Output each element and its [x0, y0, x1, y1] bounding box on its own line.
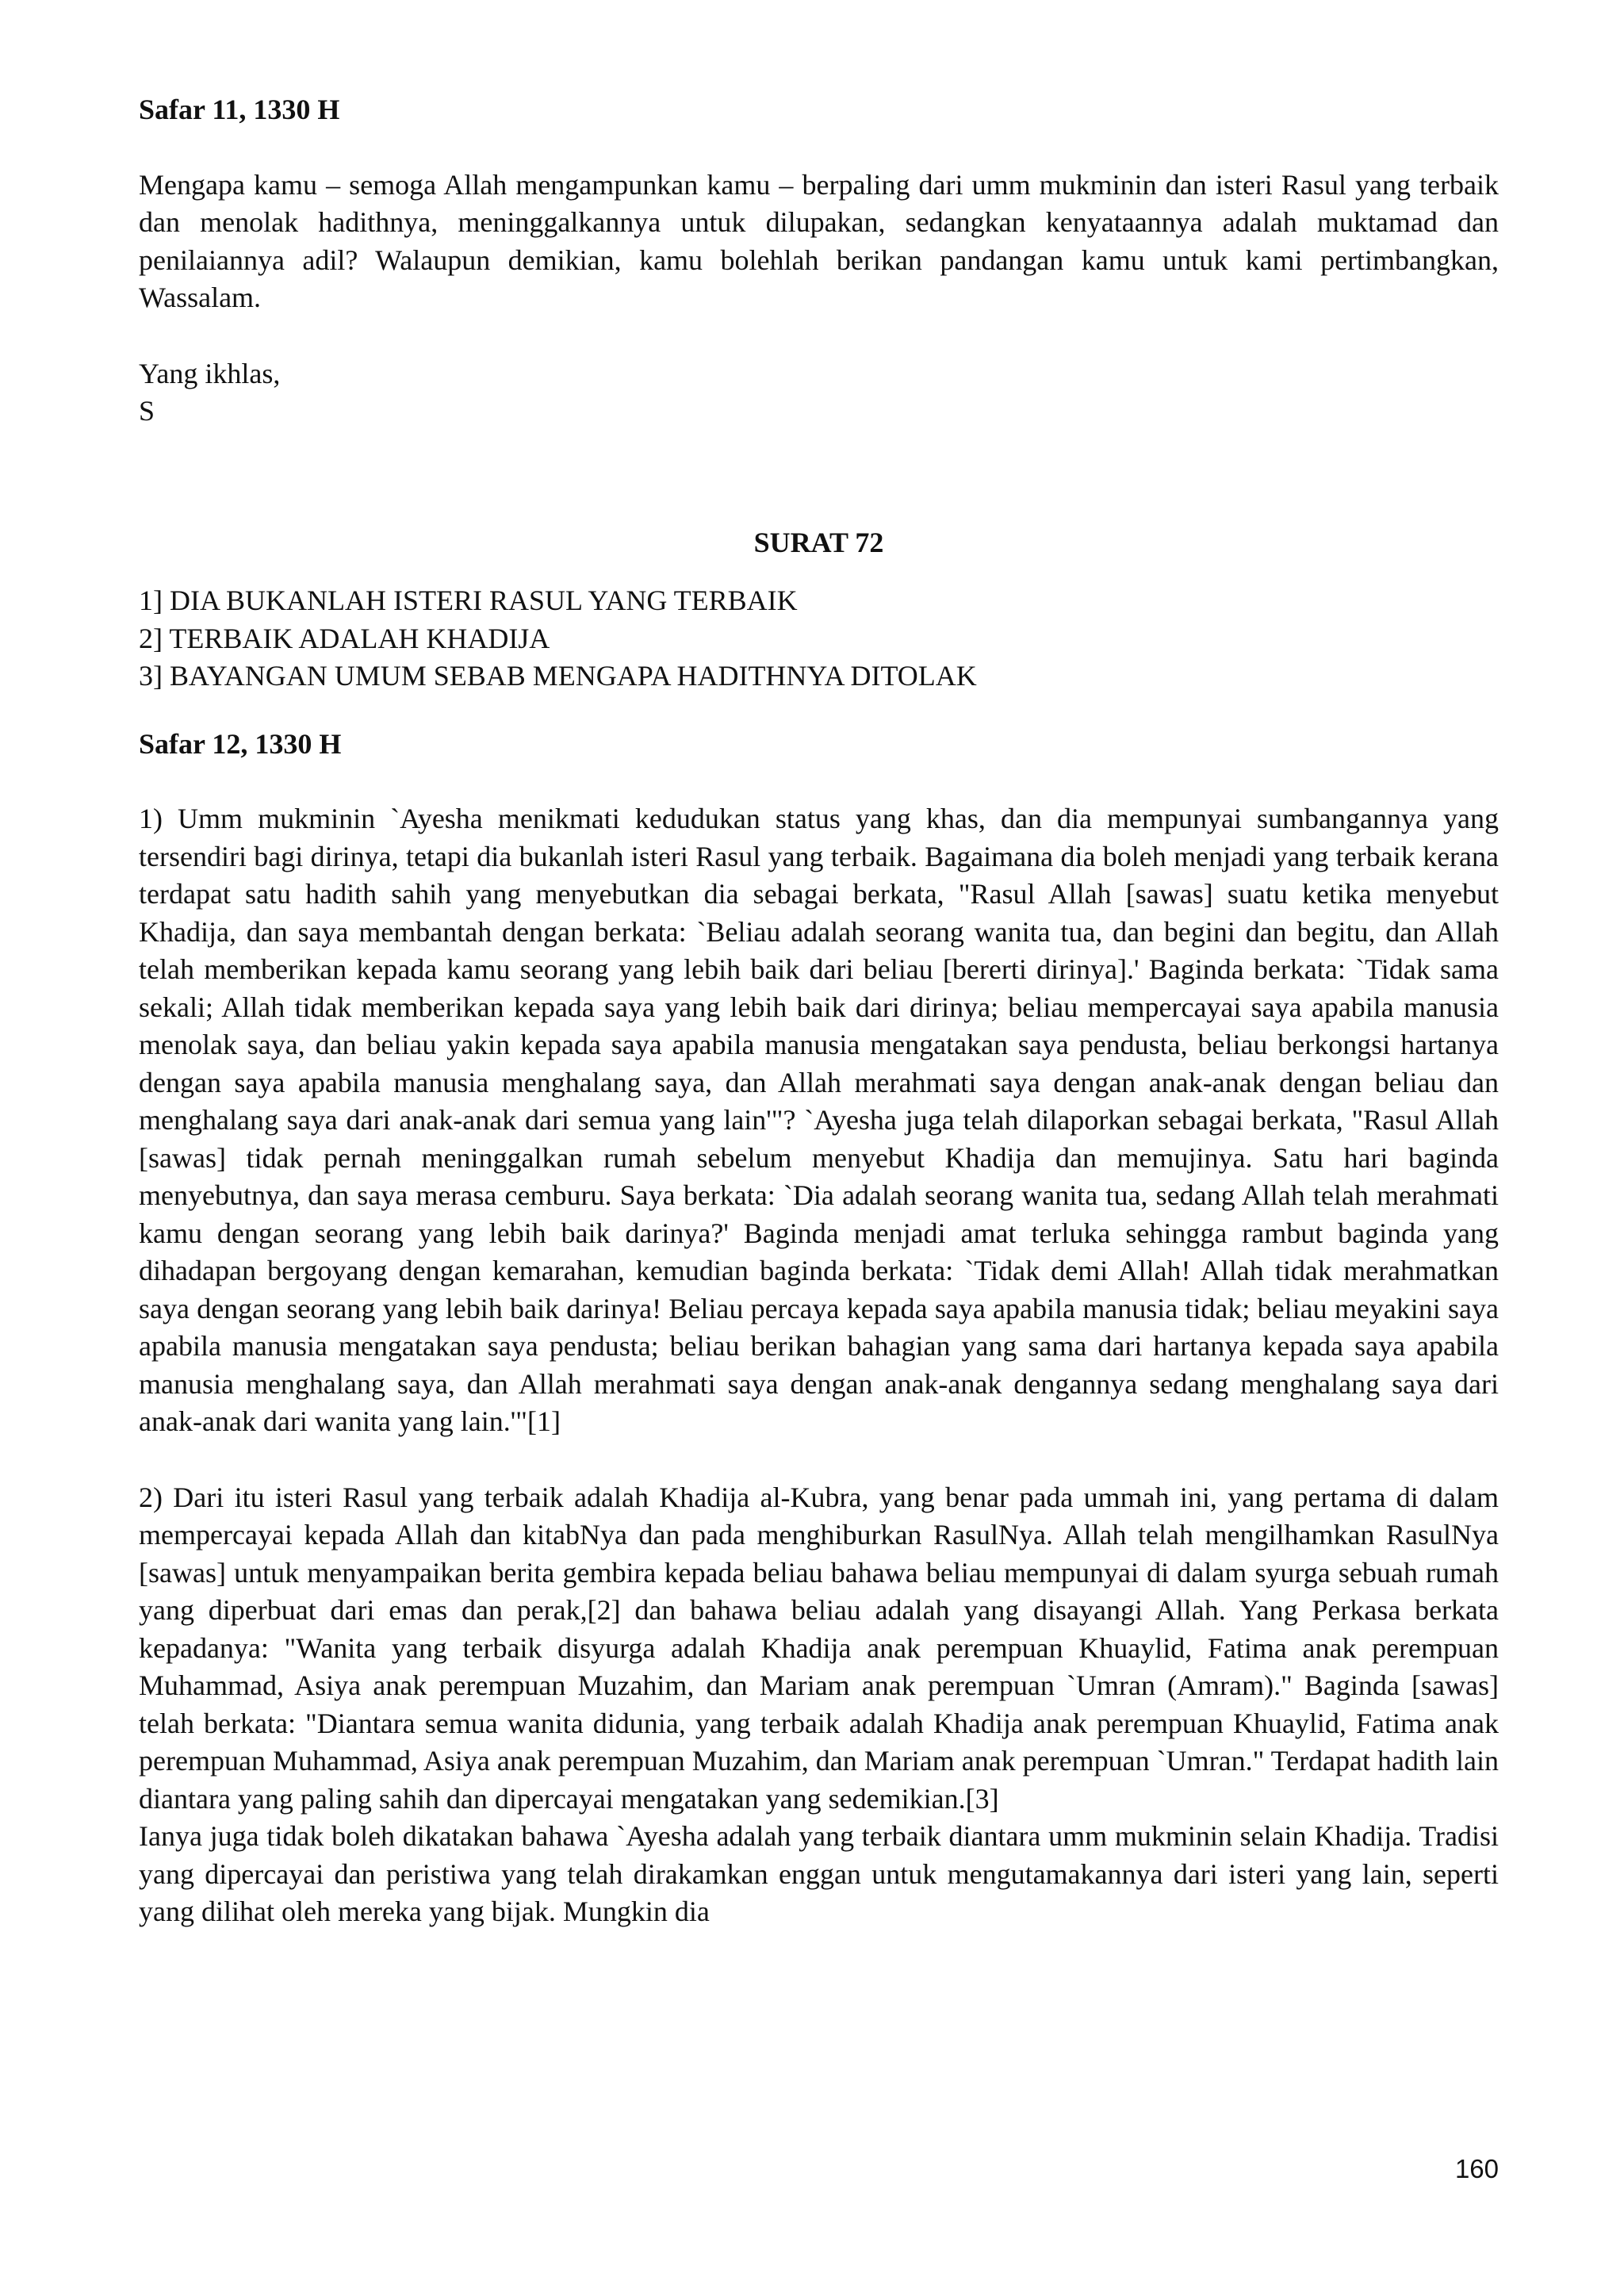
page-number: 160 [1454, 2154, 1499, 2183]
letter-body-paragraph: Mengapa kamu – semoga Allah mengampunkan kamu – berpaling dari umm mukminin dan isteri Rasul yang terbaik dan menolak hadithnya, meninggalkannya untuk dilupakan, sedangkan kenyataannya adalah muktamad dan penilaiannya adil? Walaupun demikian, kamu bolehlah berikan pandangan kamu untuk kami pertimbangkan, Wassalam. [139, 168, 1499, 313]
letter-signature: S [139, 395, 155, 427]
body-paragraph: 1) Umm mukminin `Ayesha menikmati kedudukan status yang khas, dan dia mempunyai sumbangannya yang tersendiri bagi dirinya, tetapi dia bukanlah isteri Rasul yang terbaik. Bagaimana dia boleh menjadi yang terbaik kerana terdapat satu hadith sahih yang menyebutkan dia sebagai berkata, "Rasul Allah [sawas] suatu ketika menyebut Khadija, dan saya membantah dengan berkata: `Beliau adalah seorang wanita tua, dan begini dan begitu, dan Allah telah memberikan kepada kamu seorang yang lebih baik dari beliau [bererti dirinya].' Baginda berkata: `Tidak sama sekali; Allah tidak memberikan kepada saya yang lebih baik dari dirinya; beliau mempercayai saya apabila manusia menolak saya, dan beliau yakin kepada saya apabila manusia mengatakan saya pendusta, beliau berkongsi hartanya dengan saya apabila manusia menghalang saya, dan Allah merahmati saya dengan anak-anak dengan beliau dan menghalang saya dari anak-anak dari semua yang lain'"? `Ayesha juga telah dilaporkan sebagai berkata, "Rasul Allah [sawas] tidak pernah meninggalkan rumah sebelum menyebut Khadija dan memujinya. Satu hari baginda menyebutnya, dan saya merasa cemburu. Saya berkata: `Dia adalah seorang wanita tua, sedang Allah telah merahmati kamu dengan seorang yang lebih baik darinya?' Baginda menjadi amat terluka sehingga rambut baginda yang dihadapan bergoyang dengan kemarahan, kemudian baginda berkata: `Tidak demi Allah! Allah tidak merahmatkan saya dengan seorang yang lebih baik darinya! Beliau percaya kepada saya apabila manusia tidak; beliau meyakini saya apabila manusia mengatakan saya pendusta; beliau berikan bahagian yang sama dari hartanya kepada saya apabila manusia menghalang saya, dan Allah merahmati saya dengan anak-anak dengannya sedang menghalang saya dari anak-anak dari wanita yang lain.'"[1] [139, 803, 1499, 1437]
section-title: SURAT 72 [753, 526, 884, 558]
letter-date: Safar 11, 1330 H [139, 94, 340, 125]
letter-closing: Yang ikhlas, [139, 357, 281, 389]
body-paragraph: Ianya juga tidak boleh dikatakan bahawa `Ayesha adalah yang terbaik diantara umm mukminin selain Khadija. Tradisi yang dipercayai dan peristiwa yang telah dirakamkan enggan untuk mengutamakannya dari isteri yang lain, seperti yang dilihat oleh mereka yang bijak. Mungkin dia [139, 1820, 1499, 1927]
body-paragraph: 2) Dari itu isteri Rasul yang terbaik adalah Khadija al-Kubra, yang benar pada ummah ini, yang pertama di dalam mempercayai kepada Allah dan kitabNya dan pada menghiburkan RasulNya. Allah telah mengilhamkan RasulNya [sawas] untuk menyampaikan berita gembira kepada beliau bahawa beliau mempunyai di dalam syurga sebuah rumah yang diperbuat dari emas dan perak,[2] dan bahawa beliau adalah yang disayangi Allah. Yang Perkasa berkata kepadanya: "Wanita yang terbaik disyurga adalah Khadija anak perempuan Khuaylid, Fatima anak perempuan Muhammad, Asiya anak perempuan Muzahim, dan Mariam anak perempuan `Umran (Amram)." Baginda [sawas] telah berkata: "Diantara semua wanita didunia, yang terbaik adalah Khadija anak perempuan Khuaylid, Fatima anak perempuan Muhammad, Asiya anak perempuan Muzahim, dan Mariam anak perempuan `Umran." Terdapat hadith lain diantara yang paling sahih dan dipercayai mengatakan yang sedemikian.[3] [139, 1481, 1499, 1815]
letter-date: Safar 12, 1330 H [139, 727, 342, 760]
document-page [139, 91, 1499, 1931]
summary-points [139, 582, 1499, 696]
summary-point: 1] DIA BUKANLAH ISTERI RASUL YANG TERBAIK [139, 585, 798, 616]
summary-point: 2] TERBAIK ADALAH KHADIJA [139, 622, 550, 654]
summary-point: 3] BAYANGAN UMUM SEBAB MENGAPA HADITHNYA DITOLAK [139, 660, 977, 692]
